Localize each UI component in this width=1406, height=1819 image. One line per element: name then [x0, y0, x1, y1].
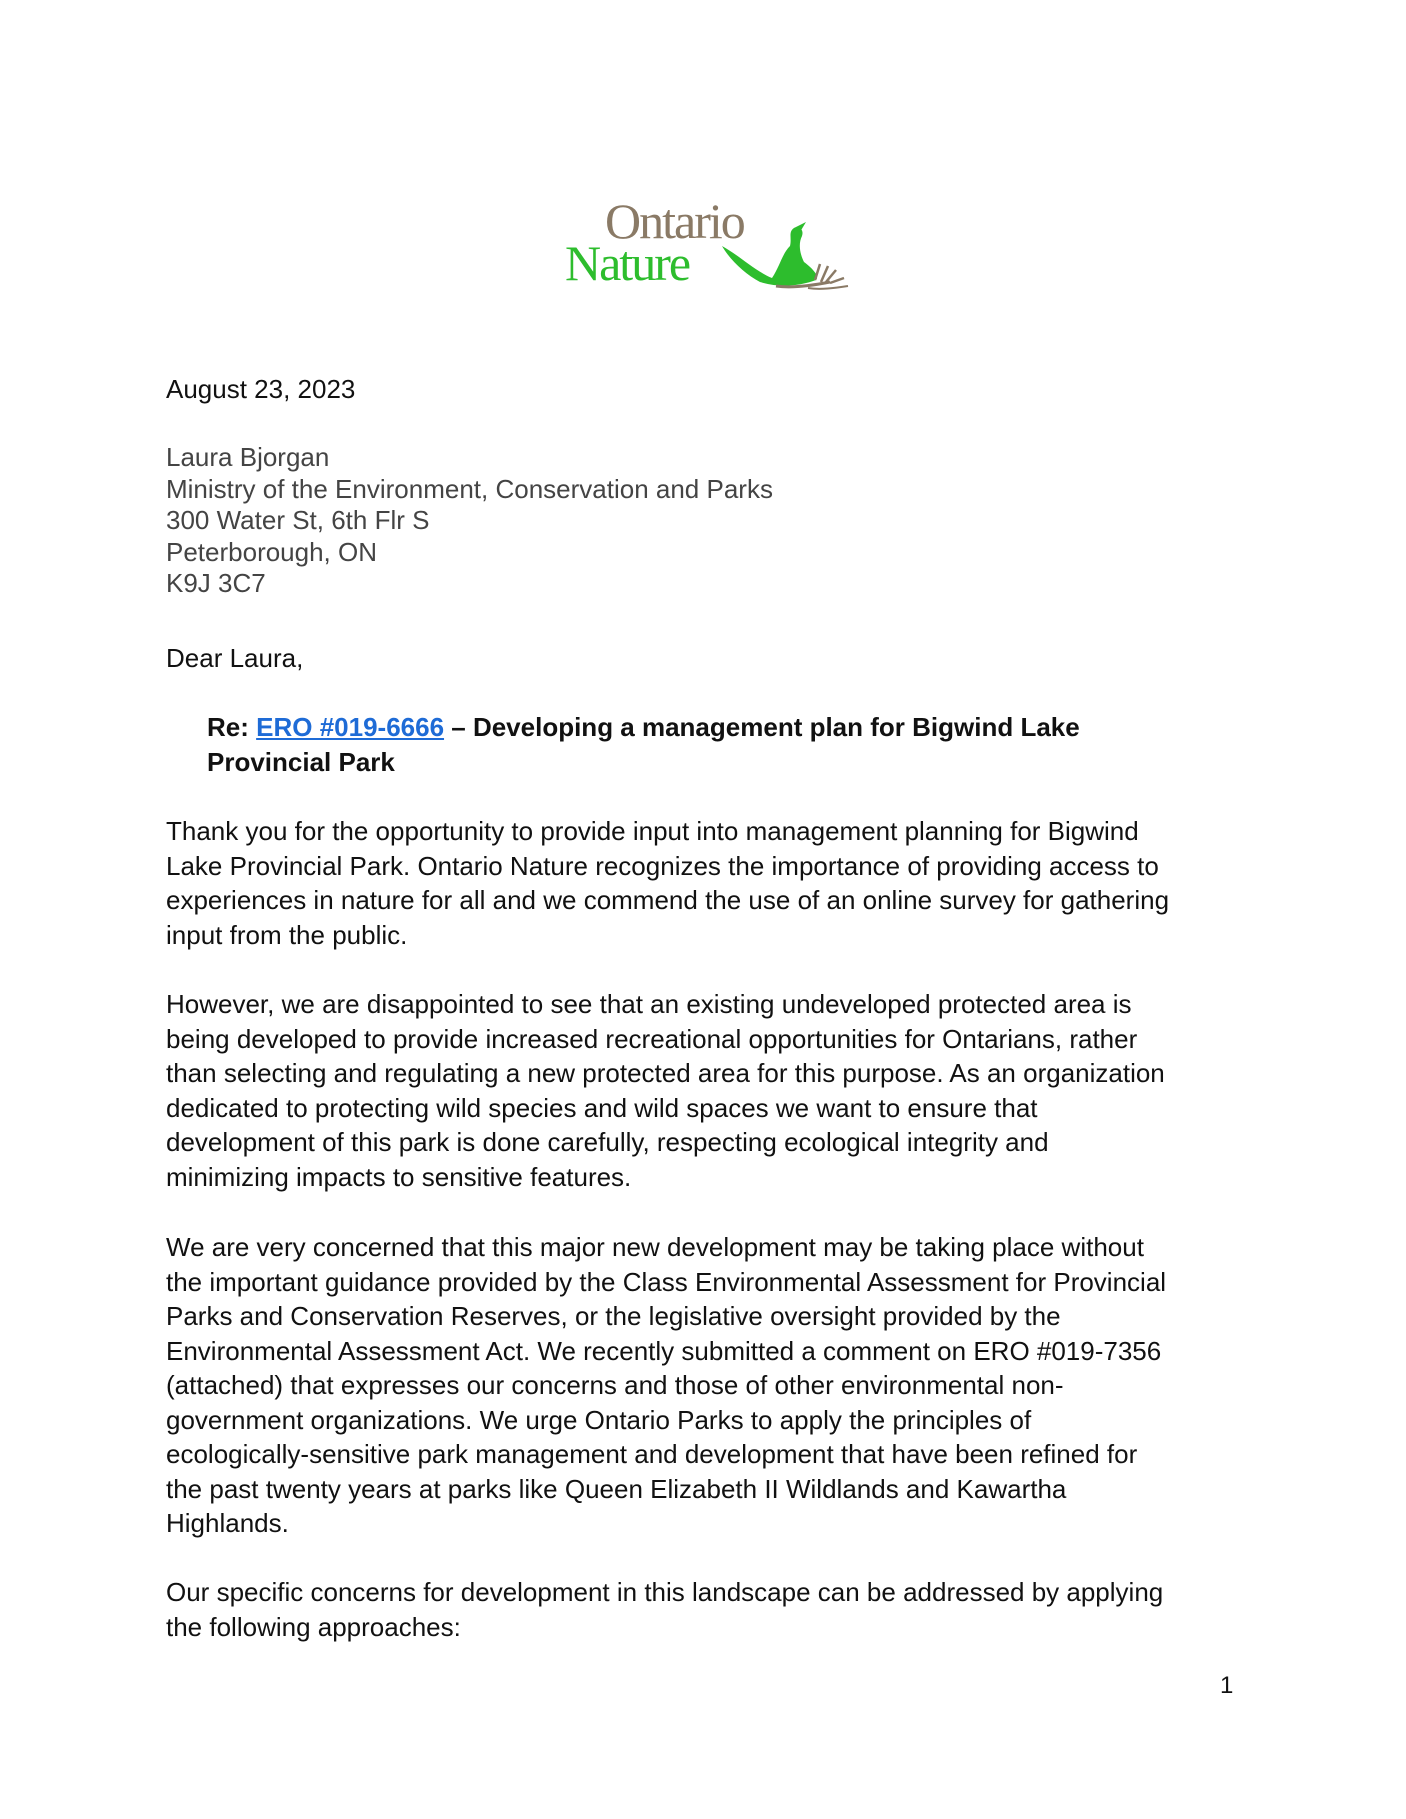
paragraph-line: However, we are disappointed to see that an existing undeveloped protected area is	[166, 989, 1132, 1019]
subject-prefix: Re:	[207, 712, 257, 742]
paragraph-line: Lake Provincial Park. Ontario Nature recognizes the importance of providing access to	[166, 850, 1159, 881]
paragraph-line: the following approaches:	[166, 1611, 461, 1642]
paragraph-line: (attached) that expresses our concerns and those of other environmental non-	[166, 1370, 1064, 1400]
subject-line	[207, 710, 1080, 779]
paragraph-line: We are very concerned that this major new development may be taking place without	[166, 1232, 1144, 1262]
paragraph-line: Parks and Conservation Reserves, or the legislative oversight provided by the	[166, 1301, 1061, 1331]
paragraph-line: the important guidance provided by the Class Environmental Assessment for Provincial	[166, 1266, 1167, 1297]
logo-word-ontario: Ontario	[605, 193, 744, 249]
ontario-nature-logo	[565, 193, 855, 292]
paragraph-line: government organizations. We urge Ontario Parks to apply the principles of	[166, 1404, 1032, 1435]
paragraph-line: dedicated to protecting wild species and wild spaces we want to ensure that	[166, 1092, 1038, 1123]
subject-title-part-1: – Developing a management plan for Bigwind Lake	[444, 712, 1080, 742]
paragraph-2	[166, 987, 1165, 1194]
paragraph-line: being developed to provide increased recreational opportunities for Ontarians, rather	[166, 1023, 1138, 1054]
paragraph-line: Highlands.	[166, 1508, 289, 1538]
subject-line-1	[207, 710, 1080, 745]
letter-date: August 23, 2023	[166, 374, 356, 404]
paragraph-4	[166, 1575, 1163, 1644]
paragraph-line: the past twenty years at parks like Queen Elizabeth II Wildlands and Kawartha	[166, 1473, 1067, 1504]
recipient-postal-code: K9J 3C7	[166, 568, 266, 598]
paragraph-line: Thank you for the opportunity to provide input into management planning for Bigwind	[166, 816, 1139, 846]
page-number: 1	[1220, 1672, 1234, 1699]
recipient-organization: Ministry of the Environment, Conservation and Parks	[166, 473, 773, 504]
paragraph-line: minimizing impacts to sensitive features.	[166, 1161, 632, 1192]
recipient-city: Peterborough, ON	[166, 536, 378, 567]
paragraph-line: development of this park is done carefully, respecting ecological integrity and	[166, 1127, 1049, 1157]
paragraph-line: Our specific concerns for development in this landscape can be addressed by applying	[166, 1577, 1164, 1607]
logo-word-nature: Nature	[565, 235, 690, 291]
bird-icon	[720, 216, 855, 296]
ero-link[interactable]: ERO #019-6666	[256, 712, 445, 742]
paragraph-line: experiences in nature for all and we commend the use of an online survey for gathering	[166, 885, 1170, 915]
paragraph-3	[166, 1230, 1166, 1541]
subject-line-2: Provincial Park	[207, 746, 395, 777]
recipient-address	[166, 442, 773, 600]
recipient-street: 300 Water St, 6th Flr S	[166, 505, 430, 535]
paragraph-line: ecologically-sensitive park management and development that have been refined for	[166, 1439, 1138, 1469]
paragraph-line: than selecting and regulating a new protected area for this purpose. As an organization	[166, 1058, 1165, 1088]
salutation: Dear Laura,	[166, 643, 304, 673]
paragraph-line: input from the public.	[166, 919, 408, 950]
recipient-name: Laura Bjorgan	[166, 442, 330, 472]
paragraph-line: Environmental Assessment Act. We recently submitted a comment on ERO #019-7356	[166, 1335, 1162, 1366]
paragraph-1	[166, 814, 1169, 952]
